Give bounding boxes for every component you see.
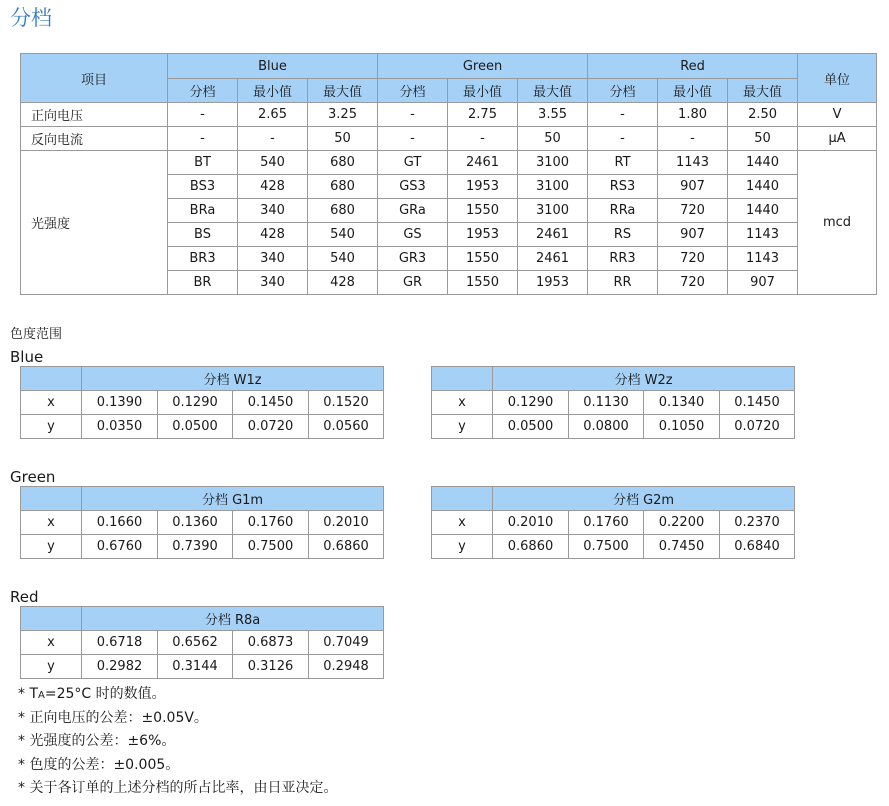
corner-cell bbox=[21, 487, 82, 511]
table-row bbox=[432, 535, 795, 559]
note-item bbox=[18, 683, 337, 707]
axis-label: y bbox=[21, 655, 82, 679]
table-cell: - bbox=[378, 103, 448, 127]
table-cell: 720 bbox=[658, 271, 728, 295]
table-cell: - bbox=[378, 127, 448, 151]
group-header-red: Red bbox=[588, 54, 798, 79]
sub-header-max: 最大值 bbox=[728, 79, 798, 103]
bin-header: 分档 W2z bbox=[493, 367, 795, 391]
table-cell: RRa bbox=[588, 199, 658, 223]
row-label: 反向电流 bbox=[21, 127, 168, 151]
unit-cell: V bbox=[798, 103, 877, 127]
table-row bbox=[432, 511, 795, 535]
group-header-blue: Blue bbox=[168, 54, 378, 79]
table-cell: 2461 bbox=[518, 247, 588, 271]
table-row bbox=[21, 655, 384, 679]
table-cell: - bbox=[658, 127, 728, 151]
table-cell: 0.0500 bbox=[493, 415, 569, 439]
table-cell: 0.1520 bbox=[309, 391, 384, 415]
chromaticity-table bbox=[20, 486, 384, 559]
color-section-label: Red bbox=[10, 588, 39, 606]
table-cell: 0.1760 bbox=[569, 511, 644, 535]
table-cell: 0.1760 bbox=[233, 511, 309, 535]
table-cell: 0.1130 bbox=[569, 391, 644, 415]
table-cell: 0.1050 bbox=[644, 415, 720, 439]
table-cell: 540 bbox=[238, 151, 308, 175]
table-cell: - bbox=[588, 103, 658, 127]
table-cell: 0.0500 bbox=[158, 415, 233, 439]
table-cell: 1143 bbox=[728, 223, 798, 247]
table-cell: 907 bbox=[658, 175, 728, 199]
sub-header-min: 最小值 bbox=[448, 79, 518, 103]
table-cell: 0.6718 bbox=[82, 631, 158, 655]
group-header-green: Green bbox=[378, 54, 588, 79]
table-cell: 0.7500 bbox=[569, 535, 644, 559]
table-cell: 1953 bbox=[518, 271, 588, 295]
table-cell: 0.1340 bbox=[644, 391, 720, 415]
axis-label: y bbox=[432, 415, 493, 439]
table-cell: 680 bbox=[308, 199, 378, 223]
note-text: =25°C 时的数值。 bbox=[44, 686, 166, 702]
table-cell: GT bbox=[378, 151, 448, 175]
note-item: * 正向电压的公差：±0.05V。 bbox=[18, 710, 208, 727]
table-cell: BS bbox=[168, 223, 238, 247]
bin-header: 分档 G2m bbox=[493, 487, 795, 511]
corner-cell bbox=[21, 367, 82, 391]
table-row bbox=[21, 391, 384, 415]
row-label: 光强度 bbox=[21, 151, 168, 295]
bin-header: 分档 G1m bbox=[82, 487, 384, 511]
luminous-row bbox=[21, 151, 877, 175]
note-item: * 色度的公差：±0.005。 bbox=[18, 756, 180, 773]
sub-header-min: 最小值 bbox=[238, 79, 308, 103]
color-section-label: Blue bbox=[10, 348, 44, 366]
table-cell: 2.50 bbox=[728, 103, 798, 127]
axis-label: y bbox=[21, 415, 82, 439]
axis-label: x bbox=[21, 391, 82, 415]
table-cell: 340 bbox=[238, 199, 308, 223]
chromaticity-table bbox=[431, 486, 795, 559]
table-cell: 0.2948 bbox=[309, 655, 384, 679]
unit-cell: mcd bbox=[798, 151, 877, 295]
table-cell: 0.7500 bbox=[233, 535, 309, 559]
table-cell: - bbox=[448, 127, 518, 151]
table-cell: 0.3126 bbox=[233, 655, 309, 679]
color-section-label: Green bbox=[10, 468, 56, 486]
table-cell: GRa bbox=[378, 199, 448, 223]
table-cell: 0.0800 bbox=[569, 415, 644, 439]
table-row bbox=[21, 535, 384, 559]
table-row bbox=[21, 127, 877, 151]
corner-cell bbox=[432, 367, 493, 391]
table-cell: 50 bbox=[518, 127, 588, 151]
table-cell: GS3 bbox=[378, 175, 448, 199]
table-cell: 1550 bbox=[448, 271, 518, 295]
table-cell: 0.6873 bbox=[233, 631, 309, 655]
table-cell: RR bbox=[588, 271, 658, 295]
table-cell: GR3 bbox=[378, 247, 448, 271]
axis-label: y bbox=[432, 535, 493, 559]
table-cell: 340 bbox=[238, 271, 308, 295]
sub-header-max: 最大值 bbox=[518, 79, 588, 103]
axis-label: x bbox=[432, 511, 493, 535]
table-cell: 720 bbox=[658, 247, 728, 271]
table-cell: 50 bbox=[728, 127, 798, 151]
table-cell: 0.1660 bbox=[82, 511, 158, 535]
table-cell: 907 bbox=[728, 271, 798, 295]
table-cell: 0.0720 bbox=[233, 415, 309, 439]
table-row bbox=[21, 511, 384, 535]
table-cell: 3.55 bbox=[518, 103, 588, 127]
table-row bbox=[21, 631, 384, 655]
table-cell: 680 bbox=[308, 175, 378, 199]
table-cell: - bbox=[168, 127, 238, 151]
table-cell: 2.75 bbox=[448, 103, 518, 127]
chromaticity-table bbox=[20, 366, 384, 439]
table-cell: 1953 bbox=[448, 175, 518, 199]
table-cell: 680 bbox=[308, 151, 378, 175]
table-cell: 0.1390 bbox=[82, 391, 158, 415]
table-cell: 0.2010 bbox=[309, 511, 384, 535]
table-cell: 0.1290 bbox=[493, 391, 569, 415]
table-cell: 3100 bbox=[518, 199, 588, 223]
sub-header-bin: 分档 bbox=[168, 79, 238, 103]
table-cell: 907 bbox=[658, 223, 728, 247]
notes bbox=[18, 683, 337, 800]
sub-header-min: 最小值 bbox=[658, 79, 728, 103]
table-cell: - bbox=[168, 103, 238, 127]
table-cell: 0.6860 bbox=[493, 535, 569, 559]
table-cell: 0.2982 bbox=[82, 655, 158, 679]
table-cell: BR3 bbox=[168, 247, 238, 271]
axis-label: x bbox=[432, 391, 493, 415]
axis-label: x bbox=[21, 511, 82, 535]
table-cell: GR bbox=[378, 271, 448, 295]
table-cell: 0.1360 bbox=[158, 511, 233, 535]
table-cell: 0.1450 bbox=[720, 391, 795, 415]
sub-header-bin: 分档 bbox=[588, 79, 658, 103]
table-cell: 0.6760 bbox=[82, 535, 158, 559]
table-cell: 0.2370 bbox=[720, 511, 795, 535]
table-cell: 0.6860 bbox=[309, 535, 384, 559]
corner-cell bbox=[21, 607, 82, 631]
axis-label: x bbox=[21, 631, 82, 655]
table-cell: 1440 bbox=[728, 151, 798, 175]
table-cell: GS bbox=[378, 223, 448, 247]
table-cell: 1953 bbox=[448, 223, 518, 247]
table-cell: 0.7390 bbox=[158, 535, 233, 559]
table-row bbox=[21, 415, 384, 439]
table-cell: RS bbox=[588, 223, 658, 247]
table-cell: 1143 bbox=[728, 247, 798, 271]
table-cell: 0.6562 bbox=[158, 631, 233, 655]
table-cell: BR bbox=[168, 271, 238, 295]
table-row bbox=[21, 103, 877, 127]
unit-cell: μA bbox=[798, 127, 877, 151]
table-cell: RS3 bbox=[588, 175, 658, 199]
table-cell: 0.2200 bbox=[644, 511, 720, 535]
table-cell: 1.80 bbox=[658, 103, 728, 127]
table-cell: 3100 bbox=[518, 151, 588, 175]
table-cell: 3.25 bbox=[308, 103, 378, 127]
table-cell: 1440 bbox=[728, 175, 798, 199]
table-cell: 0.1290 bbox=[158, 391, 233, 415]
table-cell: 1440 bbox=[728, 199, 798, 223]
table-cell: - bbox=[238, 127, 308, 151]
note-subscript: A bbox=[38, 690, 45, 701]
table-cell: 720 bbox=[658, 199, 728, 223]
unit-header: 单位 bbox=[798, 54, 877, 103]
note-item: * 关于各订单的上述分档的所占比率，由日亚决定。 bbox=[18, 779, 338, 796]
corner-cell bbox=[432, 487, 493, 511]
chromaticity-table bbox=[431, 366, 795, 439]
table-cell: 0.6840 bbox=[720, 535, 795, 559]
table-cell: 428 bbox=[308, 271, 378, 295]
chroma-title: 色度范围 bbox=[10, 327, 63, 342]
bin-header: 分档 R8a bbox=[82, 607, 384, 631]
table-cell: - bbox=[588, 127, 658, 151]
table-cell: 0.1450 bbox=[233, 391, 309, 415]
table-cell: 50 bbox=[308, 127, 378, 151]
page-title: 分档 bbox=[10, 6, 52, 30]
table-cell: 3100 bbox=[518, 175, 588, 199]
table-cell: 0.2010 bbox=[493, 511, 569, 535]
table-cell: 0.7049 bbox=[309, 631, 384, 655]
table-row bbox=[432, 415, 795, 439]
bin-header: 分档 W1z bbox=[82, 367, 384, 391]
table-cell: 1550 bbox=[448, 247, 518, 271]
table-cell: BT bbox=[168, 151, 238, 175]
sub-header-max: 最大值 bbox=[308, 79, 378, 103]
note-text: * T bbox=[18, 686, 39, 702]
axis-label: y bbox=[21, 535, 82, 559]
table-row bbox=[432, 391, 795, 415]
note-item: * 光强度的公差：±6%。 bbox=[18, 733, 176, 750]
table-cell: 0.7450 bbox=[644, 535, 720, 559]
chromaticity-table bbox=[20, 606, 384, 679]
table-cell: 340 bbox=[238, 247, 308, 271]
table-cell: 540 bbox=[308, 247, 378, 271]
table-cell: RT bbox=[588, 151, 658, 175]
table-cell: 2.65 bbox=[238, 103, 308, 127]
row-label: 正向电压 bbox=[21, 103, 168, 127]
table-cell: RR3 bbox=[588, 247, 658, 271]
table-cell: 1143 bbox=[658, 151, 728, 175]
table-cell: 428 bbox=[238, 175, 308, 199]
table-cell: 0.0560 bbox=[309, 415, 384, 439]
table-cell: 2461 bbox=[448, 151, 518, 175]
table-cell: 0.3144 bbox=[158, 655, 233, 679]
table-cell: 2461 bbox=[518, 223, 588, 247]
table-cell: BS3 bbox=[168, 175, 238, 199]
table-cell: 1550 bbox=[448, 199, 518, 223]
table-cell: 0.0350 bbox=[82, 415, 158, 439]
table-cell: 428 bbox=[238, 223, 308, 247]
sub-header-bin: 分档 bbox=[378, 79, 448, 103]
spec-table bbox=[20, 53, 877, 295]
table-cell: BRa bbox=[168, 199, 238, 223]
table-cell: 540 bbox=[308, 223, 378, 247]
item-header: 项目 bbox=[21, 54, 168, 103]
table-cell: 0.0720 bbox=[720, 415, 795, 439]
